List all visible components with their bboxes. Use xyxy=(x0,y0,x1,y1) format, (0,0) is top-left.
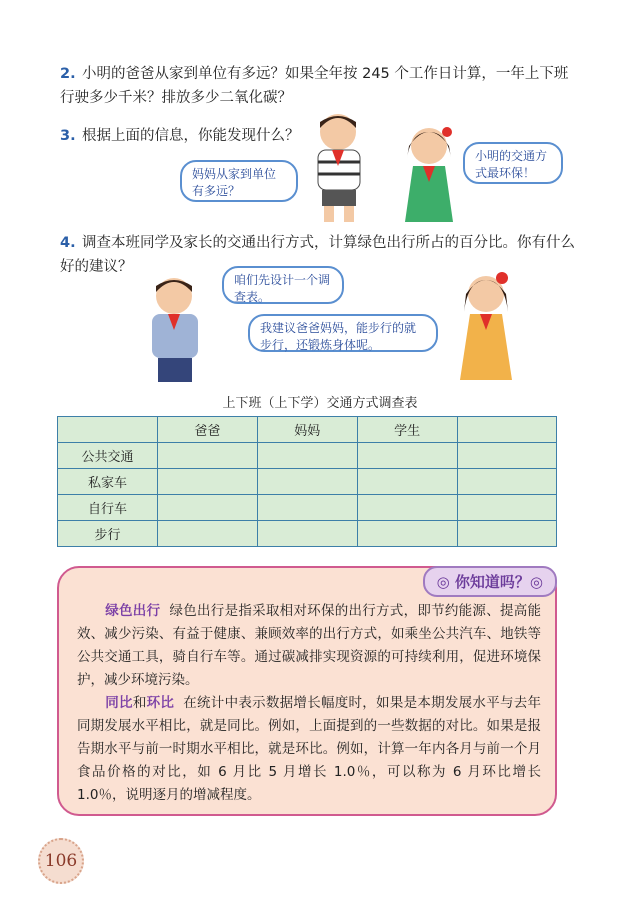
table-row xyxy=(58,521,557,547)
speech-bubble-walk-suggestion: 我建议爸爸妈妈，能步行的就步行，还锻炼身体呢。 xyxy=(248,314,438,352)
table-cell xyxy=(357,521,457,547)
page-number: 106 xyxy=(38,838,84,884)
table-cell xyxy=(357,469,457,495)
table-header-cell xyxy=(58,417,158,443)
term-connector: 和 xyxy=(132,695,147,711)
speech-bubble-design-table: 咱们先设计一个调查表。 xyxy=(222,266,344,304)
boy-illustration xyxy=(300,110,380,225)
table-row xyxy=(58,443,557,469)
row-label: 自行车 xyxy=(58,495,158,521)
table-header-cell: 爸爸 xyxy=(157,417,257,443)
table-cell xyxy=(257,443,357,469)
question-3 xyxy=(60,124,320,148)
term-green-travel: 绿色出行 xyxy=(105,603,161,619)
question-number: 3. xyxy=(60,128,76,144)
paragraph-text: 在统计中表示数据增长幅度时，如果是本期发展水平与去年同期发展水平相比，就是同比。例如，上面提到的一些数据的对比。如果是报告期水平与前一时期水平相比，就是环比。例如，计算一年内各月与前一个月食品价格的对比，如 6 月比 5 月增长 1.0％，可以称为 6 月环比增长 1.0％，说明逐月的增减程度。 xyxy=(77,695,542,803)
table-header-cell: 学生 xyxy=(357,417,457,443)
table-caption: 上下班（上下学）交通方式调查表 xyxy=(222,396,418,411)
yoy-mom-paragraph xyxy=(77,692,541,807)
boy-illustration xyxy=(140,272,210,386)
row-label: 公共交通 xyxy=(58,443,158,469)
paragraph-text: 绿色出行是指采取相对环保的出行方式，即节约能源、提高能效、减少污染、有益于健康、兼顾效率的出行方式，如乘坐公共汽车、地铁等公共交通工具，骑自行车等。通过碳减排实现资源的可持续利用，促进环境保护，减少环境污染。 xyxy=(77,603,542,688)
table-header-row xyxy=(58,417,557,443)
table-cell xyxy=(457,443,556,469)
table-cell xyxy=(157,443,257,469)
table-header-cell: 妈妈 xyxy=(257,417,357,443)
table-cell xyxy=(357,495,457,521)
table-cell xyxy=(257,469,357,495)
survey-table xyxy=(57,416,557,547)
speech-bubble-mom-distance: 妈妈从家到单位有多远？ xyxy=(180,160,298,202)
row-label: 步行 xyxy=(58,521,158,547)
table-cell xyxy=(457,495,556,521)
term-mom: 环比 xyxy=(146,695,175,711)
table-cell xyxy=(457,469,556,495)
speech-bubble-green-travel: 小明的交通方式最环保！ xyxy=(463,142,563,184)
table-header-cell xyxy=(457,417,556,443)
table-cell xyxy=(157,469,257,495)
table-cell xyxy=(157,495,257,521)
girl-illustration xyxy=(385,122,465,227)
table-cell xyxy=(157,521,257,547)
question-text: 调查本班同学及家长的交通出行方式，计算绿色出行所占的百分比。你有什么好的建议？ xyxy=(60,235,575,275)
question-number: 4. xyxy=(60,235,76,251)
term-yoy: 同比 xyxy=(105,695,133,711)
table-cell xyxy=(357,443,457,469)
question-text: 小明的爸爸从家到单位有多远？如果全年按 245 个工作日计算，一年上下班行驶多少千米？排放多少二氧化碳？ xyxy=(60,66,569,106)
green-travel-paragraph xyxy=(77,600,541,692)
table-row xyxy=(58,495,557,521)
table-cell xyxy=(257,495,357,521)
table-cell xyxy=(257,521,357,547)
row-label: 私家车 xyxy=(58,469,158,495)
question-number: 2. xyxy=(60,66,76,82)
did-you-know-box xyxy=(57,566,557,816)
did-you-know-tag: ◎ 你知道吗？◎ xyxy=(423,566,557,597)
question-text: 根据上面的信息，你能发现什么？ xyxy=(82,128,300,144)
table-row xyxy=(58,469,557,495)
question-2 xyxy=(60,62,580,110)
girl-illustration xyxy=(450,268,520,384)
table-cell xyxy=(457,521,556,547)
